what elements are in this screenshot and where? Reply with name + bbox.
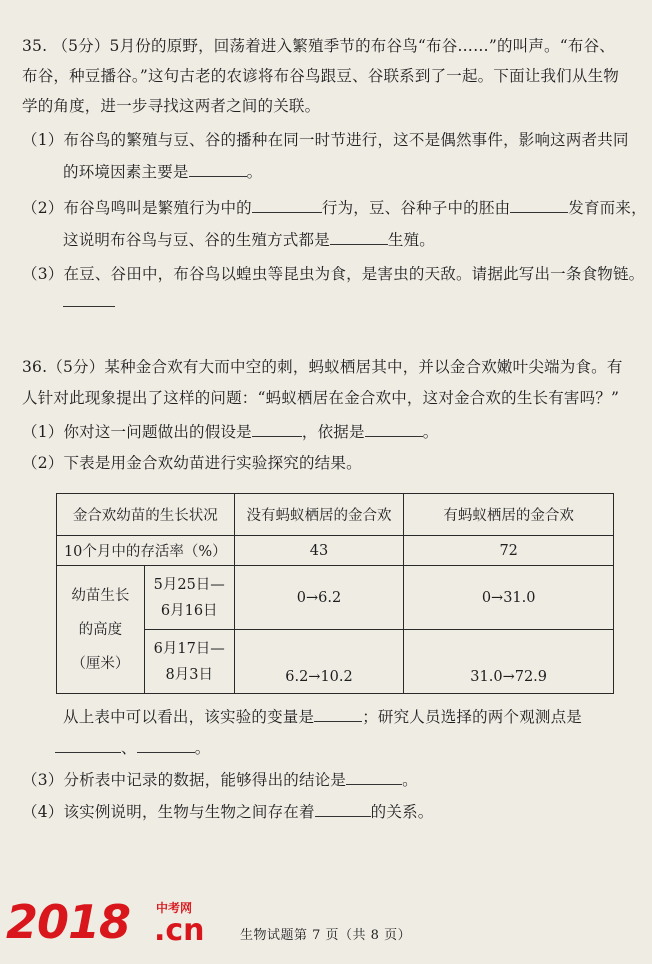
q35-part1-end: 。 — [246, 163, 263, 181]
period1-start: 5月25日— — [153, 576, 225, 593]
results-table — [56, 493, 614, 694]
q35-blank-behavior[interactable] — [252, 198, 322, 213]
height-label-line3: （厘米） — [71, 655, 130, 672]
q36-part4-end: 的关系。 — [370, 803, 434, 821]
header-growth-status: 金合欢幼苗的生长状况 — [57, 494, 235, 536]
logo-domain: .cn — [154, 913, 205, 948]
period1-end: 6月16日 — [160, 602, 218, 619]
height-label — [57, 566, 145, 694]
height-label-line2: 的高度 — [78, 621, 123, 638]
site-logo — [6, 895, 206, 955]
period1-label — [144, 566, 234, 630]
q36-part4-text: （4）该实例说明，生物与生物之间存在着 — [22, 803, 315, 821]
q36-observation-sep: 、 — [121, 739, 137, 757]
q35-part2-text-c: 发育而来， — [568, 199, 647, 217]
q36-part1-text-b: ，依据是 — [301, 423, 365, 441]
logo-site-name: 中考网 — [156, 901, 193, 915]
period1-no-ants: 0→6.2 — [234, 566, 404, 630]
q36-part3-end: 。 — [402, 771, 418, 789]
q35-part3-line1: （3）在豆、谷田中，布谷鸟以蝗虫等昆虫为食，是害虫的天敌。请据此写出一条食物链。 — [22, 265, 645, 283]
q36-observation-end: 。 — [194, 739, 211, 757]
q36-line2: 人针对此现象提出了这样的问题：“蚂蚁栖居在金合欢中，这对金合欢的生长有害吗？” — [22, 389, 620, 407]
survival-with-ants: 72 — [404, 536, 614, 566]
period1-with-ants: 0→31.0 — [404, 566, 614, 630]
q35-part2-text-b: 行为，豆、谷种子中的胚由 — [321, 199, 511, 217]
q36-observation-line — [55, 738, 210, 758]
page-number: 生物试题第 7 页（共 8 页） — [240, 928, 412, 943]
q36-part1 — [22, 422, 438, 442]
q36-variable-line — [63, 707, 582, 727]
q36-blank-relationship[interactable] — [315, 802, 371, 817]
period2-with-ants: 31.0→72.9 — [404, 630, 614, 694]
q36-blank-variable[interactable] — [314, 707, 362, 722]
q36-variable-text: 从上表中可以看出，该实验的变量是 — [63, 708, 315, 726]
q35-part3-line2 — [63, 292, 115, 312]
survival-no-ants: 43 — [234, 536, 404, 566]
q36-part2: （2）下表是用金合欢幼苗进行实验探究的结果。 — [22, 454, 362, 472]
height-label-line1: 幼苗生长 — [71, 587, 130, 604]
table-row-period1 — [57, 566, 614, 630]
q35-part1-line2 — [63, 162, 262, 182]
table-row-survival — [57, 536, 614, 566]
survival-label: 10个月中的存活率（%） — [57, 536, 235, 566]
period2-label — [144, 630, 234, 694]
header-no-ants: 没有蚂蚁栖居的金合欢 — [234, 494, 404, 536]
q35-part2-line1 — [22, 198, 647, 218]
q35-blank-food-chain[interactable] — [63, 292, 115, 307]
q35-line1: 35. （5分）5月份的原野，回荡着进入繁殖季节的布谷鸟“布谷……”的叫声。“布谷、 — [22, 37, 615, 55]
period2-end: 8月3日 — [165, 666, 213, 683]
logo-year: 2018 — [6, 895, 131, 949]
q35-part1-line1: （1）布谷鸟的繁殖与豆、谷的播种在同一时节进行，这不是偶然事件，影响这两者共同 — [22, 131, 629, 149]
period2-start: 6月17日— — [153, 640, 225, 657]
header-with-ants: 有蚂蚁栖居的金合欢 — [404, 494, 614, 536]
q35-blank-reproduction[interactable] — [330, 230, 388, 245]
q36-blank-conclusion[interactable] — [346, 770, 402, 785]
q36-part3 — [22, 770, 418, 790]
q36-part4 — [22, 802, 433, 822]
q35-blank-embryo[interactable] — [510, 198, 568, 213]
q36-part1-text-a: （1）你对这一问题做出的假设是 — [22, 423, 252, 441]
q35-part2-text-e: 生殖。 — [387, 231, 436, 249]
q36-blank-hypothesis[interactable] — [252, 422, 302, 437]
q36-observation-text: ；研究人员选择的两个观测点是 — [362, 708, 583, 726]
q35-line3: 学的角度，进一步寻找这两者之间的关联。 — [22, 97, 321, 115]
q35-line2: 布谷，种豆播谷。”这句古老的农谚将布谷鸟跟豆、谷联系到了一起。下面让我们从生物 — [22, 67, 619, 85]
table-header-row — [57, 494, 614, 536]
q35-part2-line2 — [63, 230, 435, 250]
q36-blank-basis[interactable] — [365, 422, 423, 437]
q36-line1: 36.（5分）某种金合欢有大而中空的刺，蚂蚁栖居其中，并以金合欢嫩叶尖端为食。有 — [22, 358, 623, 376]
q35-part2-text-d: 这说明布谷鸟与豆、谷的生殖方式都是 — [63, 231, 330, 249]
q35-part1-text: 的环境因素主要是 — [63, 163, 189, 181]
q35-blank-factor[interactable] — [189, 162, 247, 177]
q36-part1-end: 。 — [422, 423, 439, 441]
q36-blank-observation-1[interactable] — [55, 738, 121, 753]
q36-blank-observation-2[interactable] — [137, 738, 195, 753]
q36-part3-text: （3）分析表中记录的数据，能够得出的结论是 — [22, 771, 347, 789]
period2-no-ants: 6.2→10.2 — [234, 630, 404, 694]
q35-part2-text-a: （2）布谷鸟鸣叫是繁殖行为中的 — [22, 199, 252, 217]
